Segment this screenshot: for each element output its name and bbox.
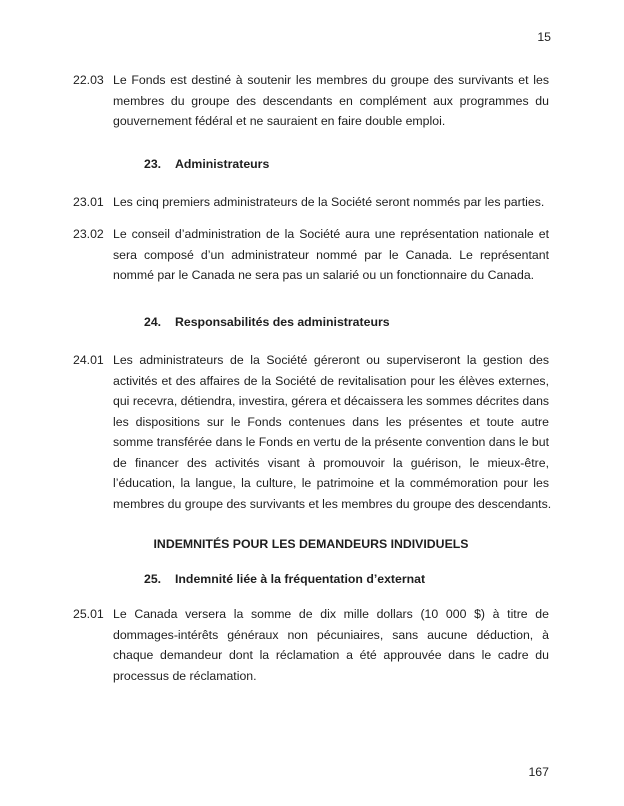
text-line: Le Fonds est destiné à soutenir les membres du groupe des survivants et les: [113, 73, 549, 87]
text-line: gouvernement fédéral et ne sauraient en faire double emploi.: [113, 114, 446, 128]
text-line: membres du groupe des survivants et les membres du groupe des descendants.: [113, 496, 552, 511]
paragraph-25-01: [73, 604, 549, 686]
text-line: activités et des affaires de la Société de revitalisation pour les élèves externes,: [113, 373, 549, 388]
text-line: somme transférée dans le Fonds en vertu de la présente convention dans le but: [113, 435, 549, 449]
clause-number: 24.01: [73, 353, 104, 367]
heading-23: [144, 154, 620, 175]
text-line: l’éducation, la langue, la culture, le patrimoine et la commémoration pour les: [113, 476, 549, 490]
text-line: Le conseil d’administration de la Société aura une représentation nationale et: [113, 227, 549, 241]
text-line: sera composé d’un administrateur nommé par le Canada. Le représentant: [113, 247, 549, 262]
text-line: qui recevra, détiendra, investira, gérera et décaissera les sommes décrites dans: [113, 394, 550, 408]
clause-text: [113, 604, 549, 686]
page-number-top: 15: [537, 30, 551, 44]
clause-text: [113, 192, 549, 213]
heading-title: Administrateurs: [175, 157, 270, 171]
text-line: nommé par le Canada ne sera pas un salarié ou un fonctionnaire du Canada.: [113, 268, 535, 282]
heading-number: 23.: [144, 157, 162, 171]
text-line: dommages-intérêts généraux non pécuniaires, sans aucune déduction, à: [113, 627, 549, 642]
clause-number: 23.02: [73, 227, 104, 241]
heading-24: [144, 312, 620, 333]
heading-number: 24.: [144, 315, 162, 329]
paragraph-23-02: [73, 224, 549, 286]
clause-text: [113, 224, 549, 286]
clause-number: 22.03: [73, 73, 104, 87]
paragraph-23-01: [73, 192, 549, 213]
text-line: Les administrateurs de la Société géreront ou superviseront la gestion des: [113, 353, 549, 367]
text-line: Le Canada versera la somme de dix mille dollars (10 000 $) à titre de: [113, 607, 549, 621]
clause-text: [113, 350, 552, 514]
text-line: Les cinq premiers administrateurs de la Société seront nommés par les parties.: [113, 195, 545, 209]
text-line: de financer des activités visant à promouvoir la guérison, le mieux-être,: [113, 455, 549, 470]
clause-number: 25.01: [73, 607, 104, 621]
heading-title: Responsabilités des administrateurs: [175, 315, 390, 329]
page-number-bottom: 167: [528, 765, 549, 779]
paragraph-22-03: [73, 70, 549, 132]
text-line: les dispositions sur le Fonds contenues dans les présentes et toute autre: [113, 414, 549, 429]
text-line: chaque demandeur dont la réclamation a été approuvée dans le cadre du: [113, 648, 549, 662]
section-heading-indemnites: INDEMNITÉS POUR LES DEMANDEURS INDIVIDUELS: [153, 537, 469, 551]
heading-title: Indemnité liée à la fréquentation d’externat: [175, 572, 426, 586]
heading-25: [144, 569, 620, 590]
paragraph-24-01: [73, 350, 552, 514]
heading-number: 25.: [144, 572, 162, 586]
text-line: processus de réclamation.: [113, 668, 257, 683]
clause-text: [113, 70, 549, 132]
clause-number: 23.01: [73, 195, 104, 209]
text-line: membres du groupe des descendants en complément aux programmes du: [113, 93, 549, 108]
